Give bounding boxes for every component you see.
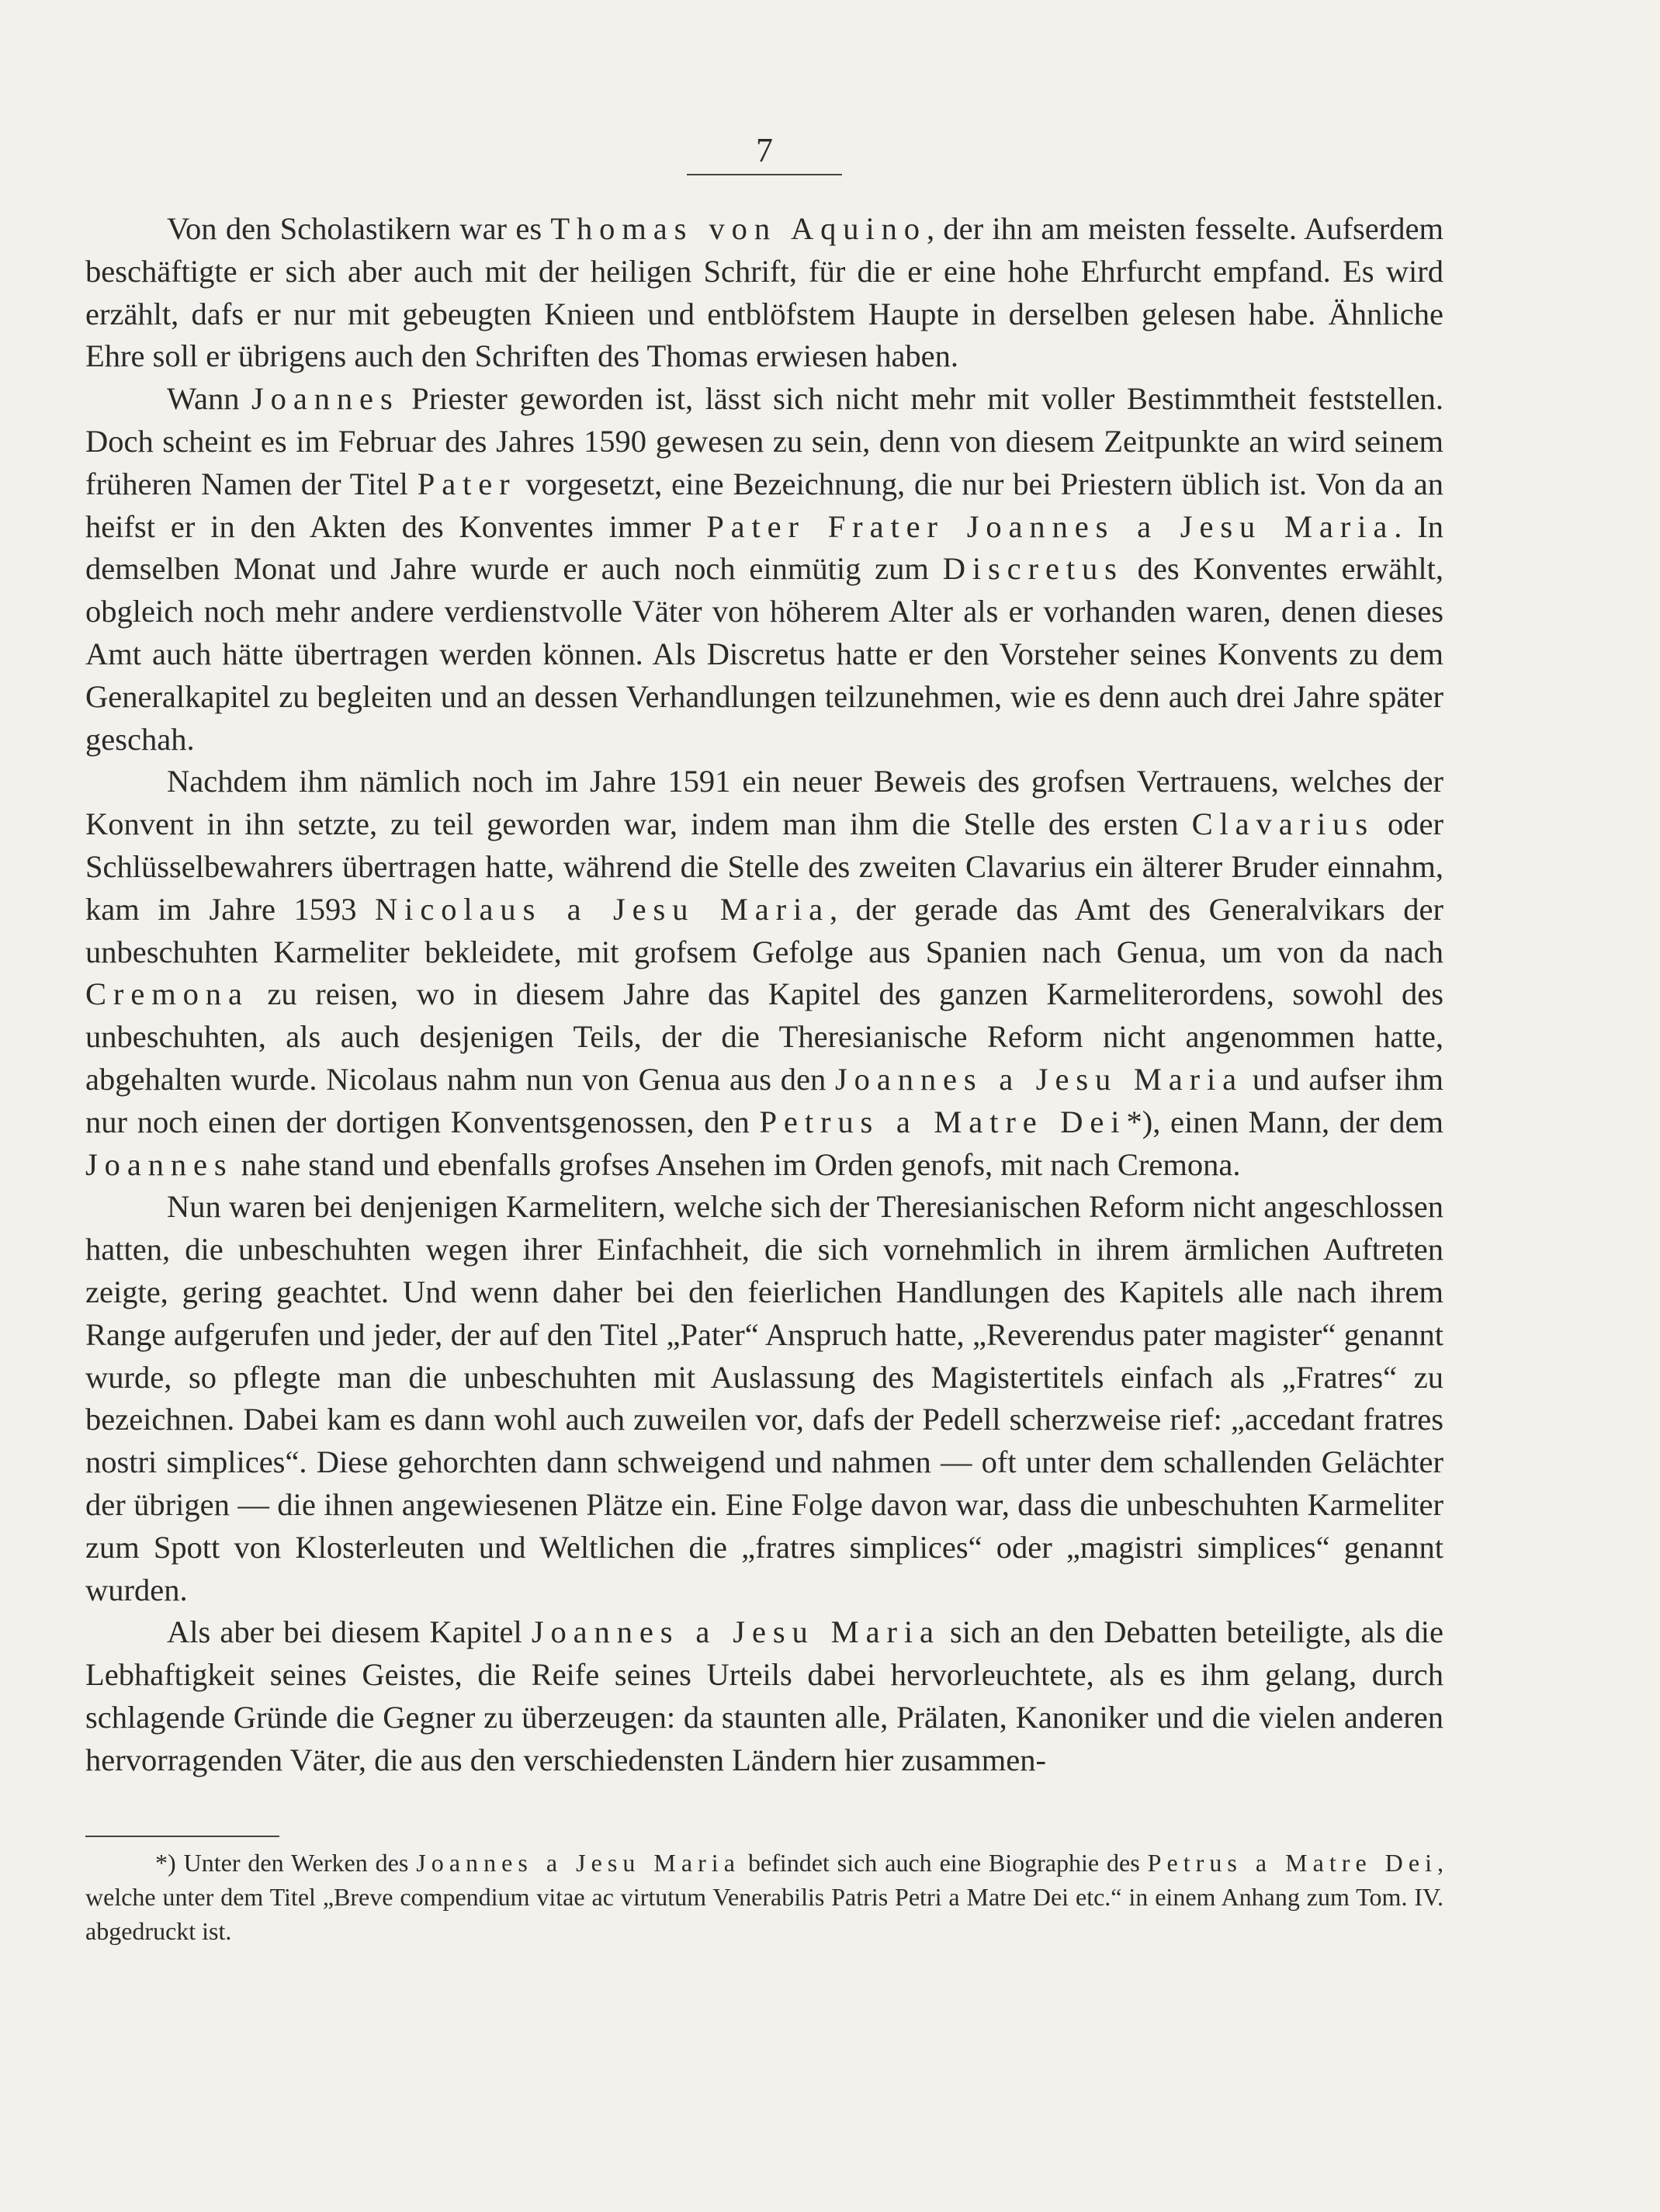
footnote-text: [85, 1846, 1443, 1948]
text-run: Von den Scholastikern war es: [167, 211, 551, 246]
spaced-name-text: Pater: [417, 466, 517, 501]
spaced-name-text: Pater Frater Joannes a Jesu Maria: [706, 508, 1395, 544]
text-run: und aufser ihm nur noch einen der dortigen Konventsgenossen, den: [85, 1061, 1443, 1139]
body-text: [85, 208, 1443, 1781]
text-run: des Konventes erwählt, obgleich noch mehr andere verdienstvolle Väter von höherem Alter als er vorhanden waren, denen dieses Amt auch hätte übertragen werden können. Als Discretus hatte er den Vorsteher seines Konvents zu dem Generalkapitel zu begleiten und an dessen Verhandlungen teilzunehmen, wie es denn auch drei Jahre später geschah.: [85, 551, 1444, 757]
footnote-rule: [85, 1836, 279, 1837]
text-run: vorgesetzt, eine Bezeichnung, die nur bei Priestern üblich ist. Von da an heifst er in den Akten des Konventes immer: [85, 466, 1443, 544]
text-run: sich an den Debatten beteiligte, als die Lebhaftigkeit seines Geistes, die Reife seines Urteils dabei hervorleuchtete, als es ihm gelang, durch schlagende Gründe die Gegner zu überzeugen: da staunten alle, Prälaten, Kanoniker und die vielen anderen hervorragenden Väter, die aus den verschiedensten Ländern hier zusammen-: [85, 1614, 1443, 1777]
text-run: nahe stand und ebenfalls grofses Ansehen im Orden genofs, mit nach Cremona.: [233, 1146, 1241, 1182]
text-run: Als aber bei diesem Kapitel: [167, 1614, 532, 1650]
spaced-name-text: Joannes a Jesu Maria: [531, 1614, 941, 1650]
spaced-name-text: Clavarius: [1191, 806, 1374, 842]
text-run: , der gerade das Amt des Generalvikars der unbeschuhten Karmeliter bekleidete, mit grofsem Gefolge aus Spanien nach Genua, um von da nach: [85, 891, 1443, 969]
spaced-name-text: Thomas von Aquino: [550, 211, 927, 246]
text-run: Wann: [167, 381, 252, 417]
spaced-name-text: Cremona: [85, 976, 249, 1012]
page-number-rule: [687, 174, 842, 175]
footnote: [85, 1846, 1443, 1948]
text-run: zu reisen, wo in diesem Jahre das Kapitel des ganzen Karmeliterordens, sowohl des unbeschuhten, als auch desjenigen Teils, der die Theresianische Reform nicht angenommen hatte, abgehalten wurde. Nicolaus nahm nun von Genua aus den: [85, 976, 1443, 1097]
text-run: *), einen Mann, der dem: [1126, 1104, 1443, 1139]
text-run: Nachdem ihm nämlich noch im Jahre 1591 ein neuer Beweis des grofsen Vertrauens, welches der Konvent in ihn setzte, zu teil geworden war, indem man ihm die Stelle des ersten: [85, 764, 1443, 842]
paragraph: [85, 1186, 1443, 1611]
spaced-name-text: Joannes: [85, 1146, 234, 1182]
text-run: , der ihn am meisten fesselte. Aufserdem beschäftigte er sich aber auch mit der heiligen Schrift, für die er eine hohe Ehrfurcht empfand. Es wird erzählt, dafs er nur mit gebeugten Knieen und entblöfstem Haupte in derselben gelesen habe. Ähnliche Ehre soll er übrigens auch den Schriften des Thomas erwiesen haben.: [85, 211, 1444, 374]
text-run: *) Unter den Werken des: [155, 1849, 417, 1877]
spaced-name-text: Joannes a Jesu Maria: [416, 1849, 740, 1877]
text-run: . In demselben Monat und Jahre wurde er auch noch einmütig zum: [85, 508, 1443, 587]
text-run: Priester geworden ist, lässt sich nicht mehr mit voller Bestimmtheit feststellen. Doch scheint es im Februar des Jahres 1590 gewesen zu sein, denn von diesem Zeitpunkte an wird seinem früheren Namen der Titel: [85, 381, 1443, 501]
spaced-name-text: Discretus: [942, 551, 1124, 587]
paragraph: [85, 1611, 1443, 1781]
page-number: 7: [756, 131, 773, 169]
paragraph: [85, 208, 1443, 378]
paragraph: [85, 378, 1443, 761]
spaced-name-text: Joannes: [251, 381, 400, 417]
text-run: befindet sich auch eine Biographie des: [740, 1849, 1148, 1877]
spaced-name-text: Petrus a Matre Dei: [759, 1104, 1127, 1139]
text-run: , welche unter dem Titel „Breve compendium vitae ac virtutum Venerabilis Patris Petri a Matre Dei etc.“ in einem Anhang zum Tom. IV. abgedruckt ist.: [85, 1849, 1444, 1945]
spaced-name-text: Petrus a Matre Dei: [1147, 1849, 1438, 1877]
text-run: Nun waren bei denjenigen Karmelitern, welche sich der Theresianischen Reform nicht angeschlossen hatten, die unbeschuhten wegen ihrer Einfachheit, die sich vornehmlich in ihrem ärmlichen Auftreten zeigte, gering geachtet. Und wenn daher bei den feierlichen Handlungen des Kapitels alle nach ihrem Range aufgerufen und jeder, der auf den Titel „Pater“ Anspruch hatte, „Reverendus pater magister“ genannt wurde, so pflegte man die unbeschuhten mit Auslassung des Magistertitels einfach als „Fratres“ zu bezeichnen. Dabei kam es dann wohl auch zuweilen vor, dafs der Pedell scherzweise rief: „accedant fratres nostri simplices“. Diese gehorchten dann schweigend und nahmen — oft unter dem schallenden Gelächter der übrigen — die ihnen angewiesenen Plätze ein. Eine Folge davon war, dass die unbeschuhten Karmeliter zum Spott von Klosterleuten und Weltlichen die „fratres simplices“ oder „magistri simplices“ genannt wurden.: [85, 1189, 1443, 1607]
text-run: oder Schlüsselbewahrers übertragen hatte, während die Stelle des zweiten Clavarius ein älterer Bruder einnahm, kam im Jahre 1593: [85, 806, 1443, 927]
spaced-name-text: Nicolaus a Jesu Maria: [375, 891, 830, 927]
spaced-name-text: Joannes a Jesu Maria: [835, 1061, 1244, 1097]
paragraph: [85, 761, 1443, 1186]
